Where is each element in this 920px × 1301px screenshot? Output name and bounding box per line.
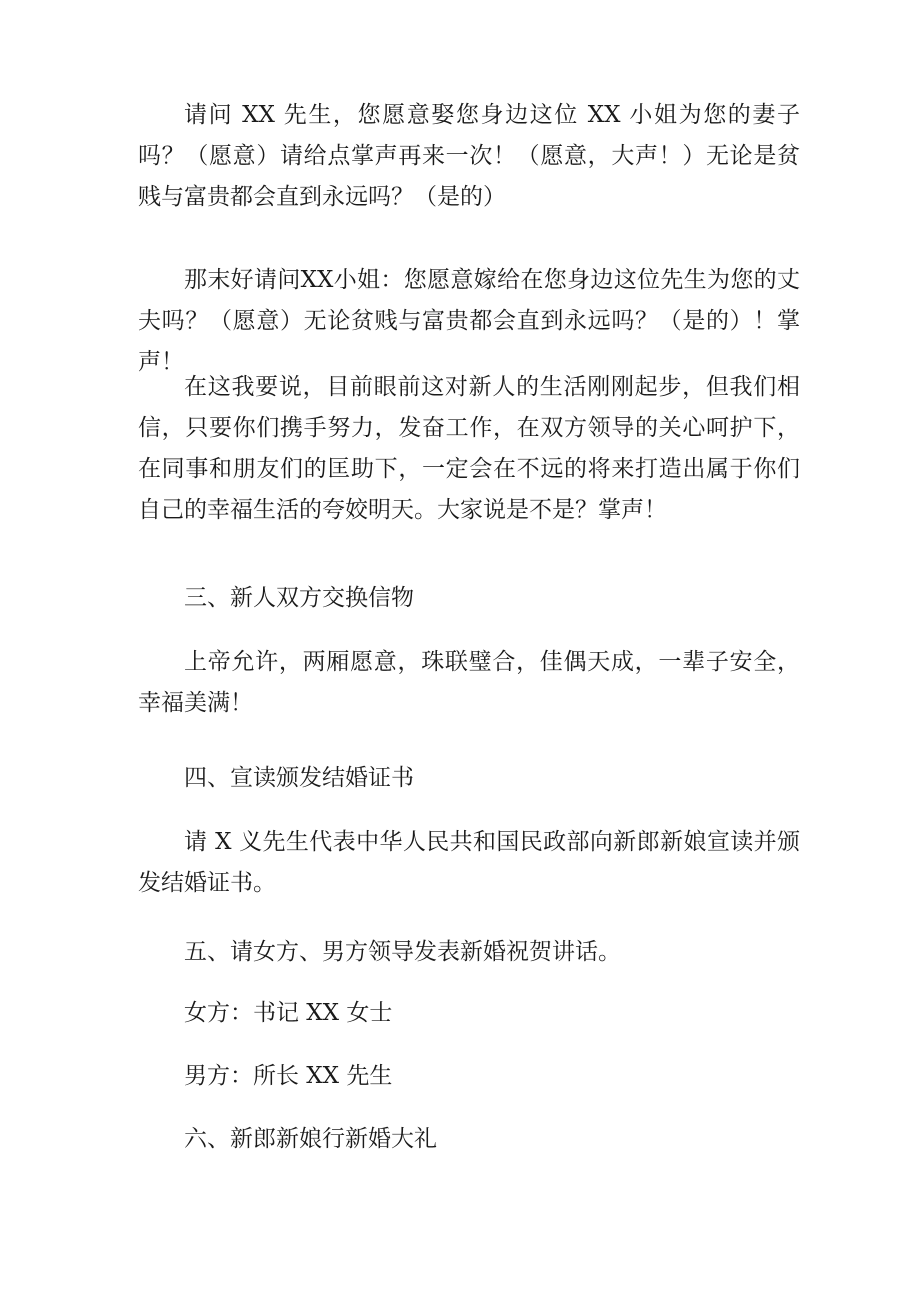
blessing-speech: 在这我要说，目前眼前这对新人的生活刚刚起步，但我们相信，只要你们携手努力，发奋工作，在双方领导的关心呵护下，在同事和朋友们的匡助下，一定会在不远的将来打造出属于你们自己的幸福生活的夸姣明天。大家说是不是？掌声！	[138, 374, 800, 523]
vow-question-groom: 请问 XX 先生，您愿意娶您身边这位 XX 小姐为您的妻子吗？（愿意）请给点掌声再来一次！（愿意，大声！）无论是贫贱与富贵都会直到永远吗？（是的）	[138, 102, 800, 210]
section-heading-wedding-ceremony: 六、新郎新娘行新婚大礼	[184, 1126, 437, 1152]
section-heading-exchange-tokens: 三、新人双方交换信物	[184, 585, 414, 611]
section-heading-leader-speech: 五、请女方、男方领导发表新婚祝贺讲话。	[184, 939, 621, 965]
certificate-paragraph: 请 X 义先生代表中华人民共和国民政部向新郎新娘宣读并颁发结婚证书。	[138, 829, 800, 896]
groom-side-leader: 男方：所长 XX 先生	[184, 1063, 393, 1089]
blessing-line: 上帝允许，两厢愿意，珠联璧合，佳偶天成，一辈子安全，幸福美满！	[138, 649, 800, 716]
section-heading-certificate: 四、宣读颁发结婚证书	[184, 765, 414, 791]
vow-question-bride: 那末好请问XX小姐：您愿意嫁给在您身边这位先生为您的丈夫吗？（愿意）无论贫贱与富贵都会直到永远吗？（是的）！掌声！	[138, 267, 800, 375]
bride-side-leader: 女方：书记 XX 女士	[184, 1000, 393, 1026]
